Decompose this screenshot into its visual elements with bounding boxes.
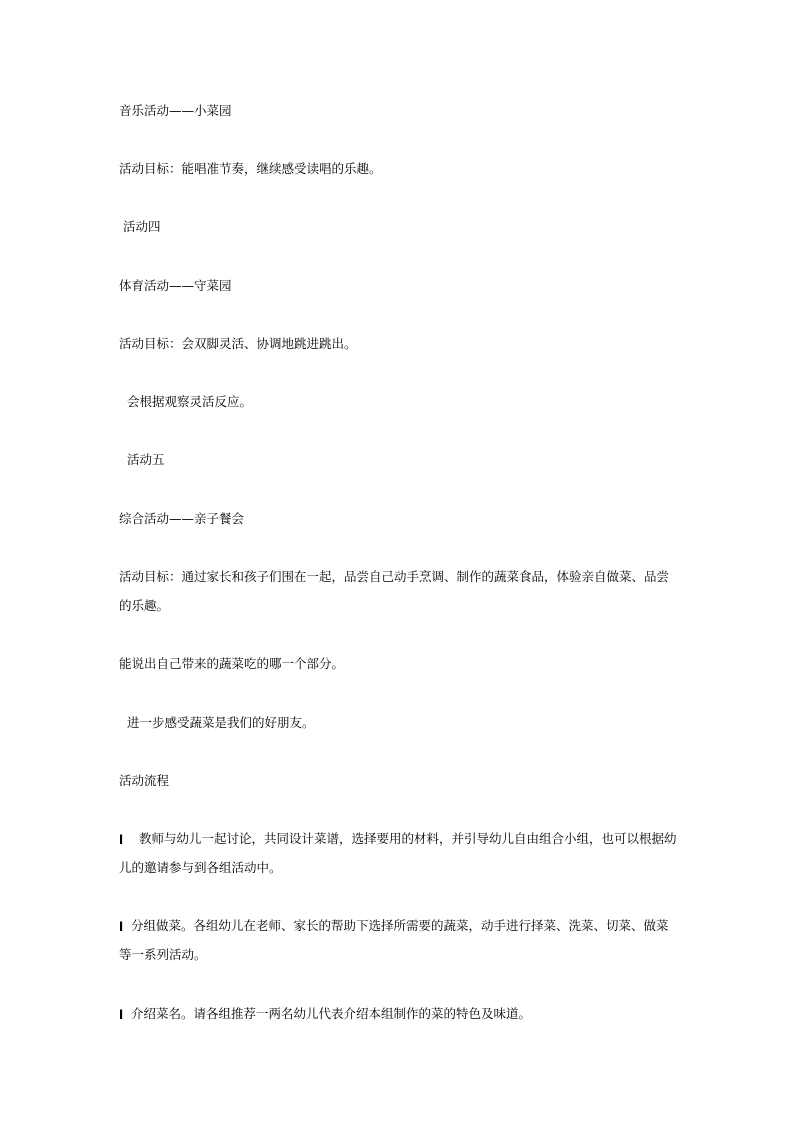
process-step-1-text: 教师与幼儿一起讨论，共同设计菜谱，选择要用的材料，并引导幼儿自由组合小组，也可以根据幼儿的邀请参与到各组活动中。 — [119, 831, 677, 875]
sports-activity-goal-2: 会根据观察灵活反应。 — [119, 394, 252, 409]
sports-activity-goal: 活动目标：会双脚灵活、协调地跳进跳出。 — [119, 336, 357, 351]
bullet-icon — [119, 825, 123, 836]
bullet-icon — [119, 912, 123, 923]
comprehensive-activity-title: 综合活动——亲子餐会 — [119, 511, 245, 526]
sports-activity-title: 体育活动——守菜园 — [119, 278, 232, 293]
process-step-3-text: 介绍菜名。请各组推荐一两名幼儿代表介绍本组制作的菜的特色及味道。 — [131, 1006, 532, 1021]
activity-five-heading: 活动五 — [119, 452, 165, 467]
process-step-1 — [119, 824, 679, 882]
process-step-2-text: 分组做菜。各组幼儿在老师、家长的帮助下选择所需要的蔬菜，动手进行择菜、洗菜、切菜、做菜等一系列活动。 — [119, 918, 669, 962]
music-activity-goal: 活动目标：能唱准节奏，继续感受读唱的乐趣。 — [119, 161, 382, 176]
process-step-3 — [119, 999, 679, 1028]
bullet-icon — [119, 1000, 123, 1011]
goal-item-vegetables-friends: 进一步感受蔬菜是我们的好朋友。 — [119, 715, 315, 730]
music-activity-title: 音乐活动——小菜园 — [119, 103, 232, 118]
activity-four-heading: 活动四 — [119, 219, 161, 234]
goal-item-identify-part: 能说出自己带来的蔬菜吃的哪一个部分。 — [119, 656, 345, 671]
activity-process-heading: 活动流程 — [119, 773, 170, 788]
comprehensive-activity-goal: 活动目标：通过家长和孩子们围在一起，品尝自己动手烹调、制作的蔬菜食品，体验亲自做菜、品尝的乐趣。 — [119, 569, 670, 613]
process-step-2 — [119, 911, 679, 969]
